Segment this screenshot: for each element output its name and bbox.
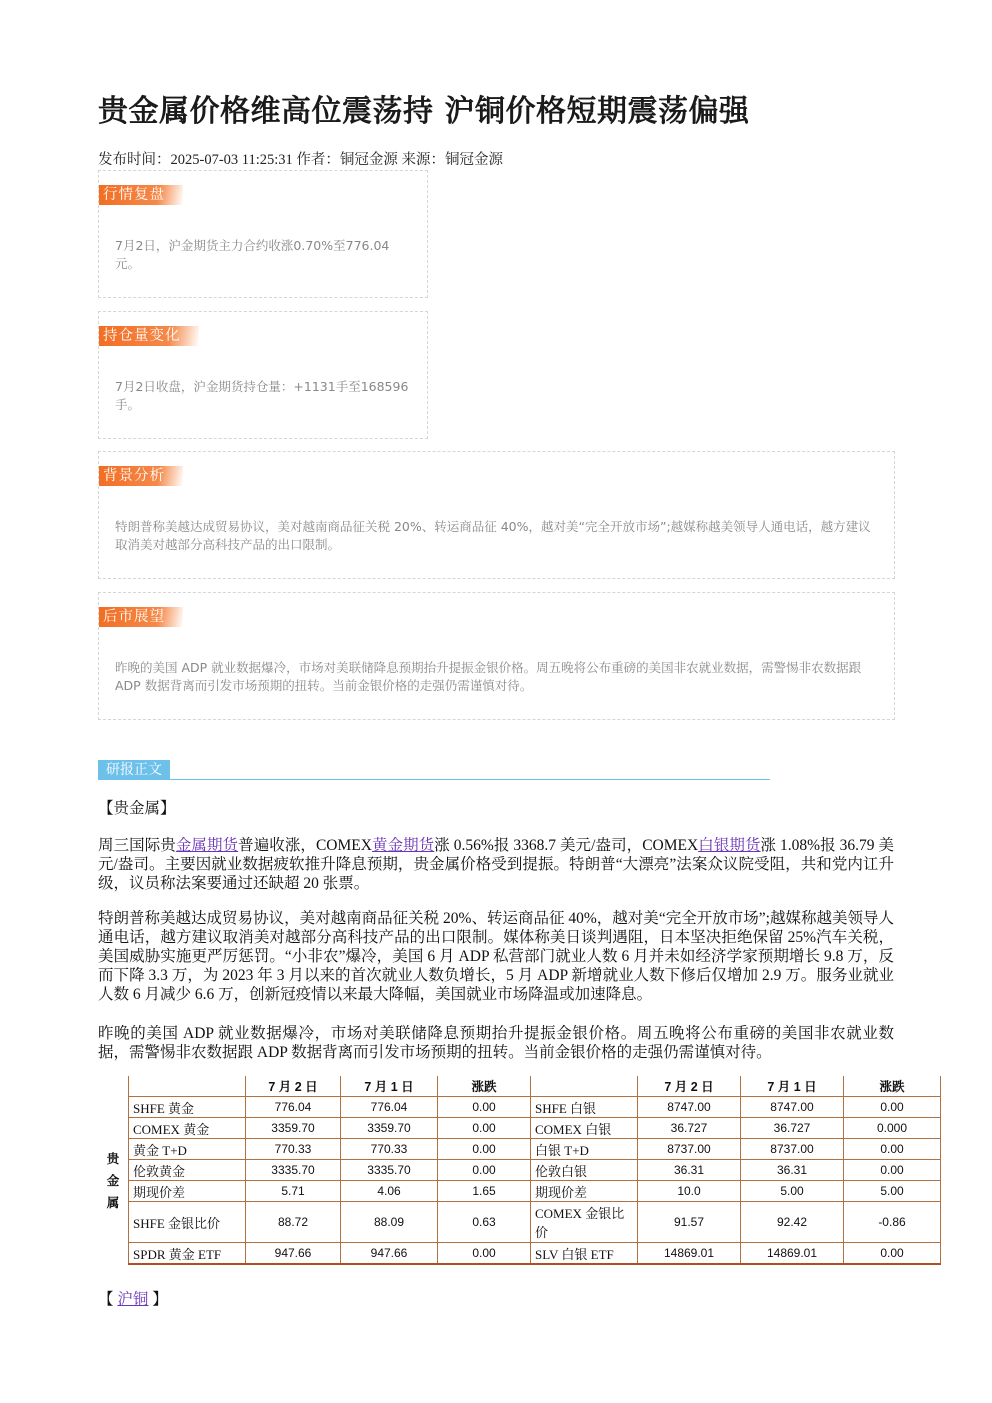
background-text: 特朗普称美越达成贸易协议，美对越南商品征关税 20%、转运商品征 40%，越对美“完全开放市场”;越媒称越美领导人通电话，越方建议取消美对越部分高科技产品的出口限制。 [115,519,871,552]
background-box [98,451,895,579]
report-tag: 研报正文 [98,760,170,780]
table-cell: COMEX 黄金 [129,1118,246,1139]
table-row [98,1118,941,1139]
outlook-box [98,592,895,720]
side-label-char: 金 [106,1173,120,1188]
table-cell: 8747.00 [638,1097,741,1118]
outlook-tag: 后市展望 [99,607,183,627]
position-text: 7月2日收盘，沪金期货持仓量：+1131手至168596手。 [115,379,409,412]
table-cell: 36.727 [638,1118,741,1139]
table-row [98,1202,941,1243]
table-cell: SHFE 金银比价 [129,1202,246,1243]
link-silver-futures[interactable]: 白银期货 [698,837,761,854]
table-cell: SPDR 黄金 ETF [129,1243,246,1265]
table-cell: COMEX 白银 [531,1118,638,1139]
table-cell: 期现价差 [531,1181,638,1202]
table-cell: 10.0 [638,1181,741,1202]
table-cell: 0.63 [438,1202,531,1243]
table-cell: 8737.00 [741,1139,844,1160]
table-header-cell: 涨跌 [438,1076,531,1097]
table-cell: 期现价差 [129,1181,246,1202]
table-cell: 947.66 [246,1243,341,1265]
table-header-row [98,1076,941,1097]
table-header-cell: 7 月 1 日 [741,1076,844,1097]
table-cell: 92.42 [741,1202,844,1243]
table-cell: 947.66 [341,1243,438,1265]
p1-text-b: 普遍收涨，COMEX [238,837,372,854]
table-row [98,1097,941,1118]
table-cell: 5.00 [844,1181,941,1202]
table-cell: 3359.70 [246,1118,341,1139]
article-title: 贵金属价格维高位震荡持 沪铜价格短期震荡偏强 [98,94,750,129]
table-cell: 0.000 [844,1118,941,1139]
section-heading-precious: 【贵金属】 [98,800,176,817]
p1-text-a: 周三国际贵 [98,837,176,854]
table-cell: 770.33 [341,1139,438,1160]
table-cell: 88.72 [246,1202,341,1243]
paragraph-3: 昨晚的美国 ADP 就业数据爆冷，市场对美联储降息预期抬升提振金银价格。周五晚将公布重磅的美国非农就业数据，需警惕非农数据跟 ADP 数据背离而引发市场预期的扭转。当前金银价格的走强仍需谨慎对待。 [98,1025,894,1061]
table-cell: 黄金 T+D [129,1139,246,1160]
review-tag: 行情复盘 [99,185,183,205]
table-cell: -0.86 [844,1202,941,1243]
table-row [98,1181,941,1202]
table-header-cell: 7 月 2 日 [246,1076,341,1097]
table-cell: 伦敦白银 [531,1160,638,1181]
position-box [98,311,428,439]
table-cell: 8737.00 [638,1139,741,1160]
outlook-text: 昨晚的美国 ADP 就业数据爆冷，市场对美联储降息预期抬升提振金银价格。周五晚将公布重磅的美国非农就业数据，需警惕非农数据跟 ADP 数据背离而引发市场预期的扭转。当前金银价格的走强仍需谨慎对待。 [115,660,862,693]
table-cell: 0.00 [438,1160,531,1181]
table-cell: 91.57 [638,1202,741,1243]
table-header-cell: 7 月 1 日 [341,1076,438,1097]
table-cell: 36.31 [638,1160,741,1181]
table-cell: 0.00 [844,1097,941,1118]
section-heading-copper [98,1290,894,1309]
table-cell: 0.00 [438,1139,531,1160]
paragraph-1 [98,836,894,893]
p1-text-c: 涨 0.56%报 3368.7 美元/盎司，COMEX [434,837,699,854]
table-cell: 5.00 [741,1181,844,1202]
table-cell: 白银 T+D [531,1139,638,1160]
table-cell: 8747.00 [741,1097,844,1118]
copper-bracket-close: 】 [152,1291,168,1308]
table-cell: 36.727 [741,1118,844,1139]
table-row [98,1243,941,1265]
table-cell: 0.00 [844,1139,941,1160]
table-cell: 4.06 [341,1181,438,1202]
side-label-char: 属 [106,1195,120,1210]
review-box [98,170,428,298]
table-cell: 3335.70 [246,1160,341,1181]
table-side-label [98,1076,129,1264]
link-metal-futures[interactable]: 金属期货 [175,837,239,854]
article-meta: 发布时间：2025-07-03 11:25:31 作者：铜冠金源 来源：铜冠金源 [98,152,504,168]
table-cell: 伦敦黄金 [129,1160,246,1181]
position-tag: 持仓量变化 [99,326,199,346]
p1-text-d: 涨 1.08%报 36.79 美元/盎司。主要因就业数据疲软推升降息预期，贵金属价格受到提振。特朗普“大漂亮”法案众议院受阻，共和党内讧升级，议员称法案要通过还缺超 20 张票。 [98,837,894,892]
table-cell: SHFE 黄金 [129,1097,246,1118]
table-cell: SHFE 白银 [531,1097,638,1118]
paragraph-2: 特朗普称美越达成贸易协议，美对越南商品征关税 20%、转运商品征 40%，越对美“完全开放市场”;越媒称越美领导人通电话，越方建议取消美对越部分高科技产品的出口限制。媒体称美日谈判遇阻，日本坚决拒绝保留 25%汽车关税，美国威胁实施更严厉惩罚。“小非农”爆冷，美国 6 月 ADP 私营部门就业人数 6 月并未如经济学家预期增长 9.8 万，反而下降 3.3 万，为 2023 年 3 月以来的首次就业人数负增长，5 月 ADP 新增就业人数下修后仅增加 2.9 万。服务业就业人数 6 月减少 6.6 万，创新冠疫情以来最大降幅，美国就业市场降温或加速降息。 [98,910,894,1003]
table-row [98,1139,941,1160]
table-header-cell [531,1076,638,1097]
report-divider [98,779,770,780]
table-cell: 770.33 [246,1139,341,1160]
table-cell: 5.71 [246,1181,341,1202]
table-cell: 776.04 [246,1097,341,1118]
table-cell: 0.00 [844,1243,941,1265]
table-cell: 88.09 [341,1202,438,1243]
table-cell: 14869.01 [741,1243,844,1265]
link-copper[interactable]: 沪铜 [117,1291,149,1308]
table-cell: 36.31 [741,1160,844,1181]
table-header-cell [129,1076,246,1097]
table-cell: 14869.01 [638,1243,741,1265]
table-cell: 776.04 [341,1097,438,1118]
precious-metals-table [98,1076,941,1265]
table-row [98,1160,941,1181]
table-cell: 0.00 [438,1243,531,1265]
copper-bracket-open: 【 [98,1291,114,1308]
table-cell: 0.00 [438,1097,531,1118]
side-label-char: 贵 [106,1151,120,1166]
table-cell: 1.65 [438,1181,531,1202]
background-tag: 背景分析 [99,466,183,486]
table-header-cell: 7 月 2 日 [638,1076,741,1097]
table-header-cell: 涨跌 [844,1076,941,1097]
table-cell: 0.00 [844,1160,941,1181]
table-cell: SLV 白银 ETF [531,1243,638,1265]
table-cell: 3359.70 [341,1118,438,1139]
review-text: 7月2日，沪金期货主力合约收涨0.70%至776.04元。 [115,238,390,271]
link-gold-futures[interactable]: 黄金期货 [371,837,435,854]
table-cell: COMEX 金银比价 [531,1202,638,1243]
table-cell: 0.00 [438,1118,531,1139]
table-cell: 3335.70 [341,1160,438,1181]
